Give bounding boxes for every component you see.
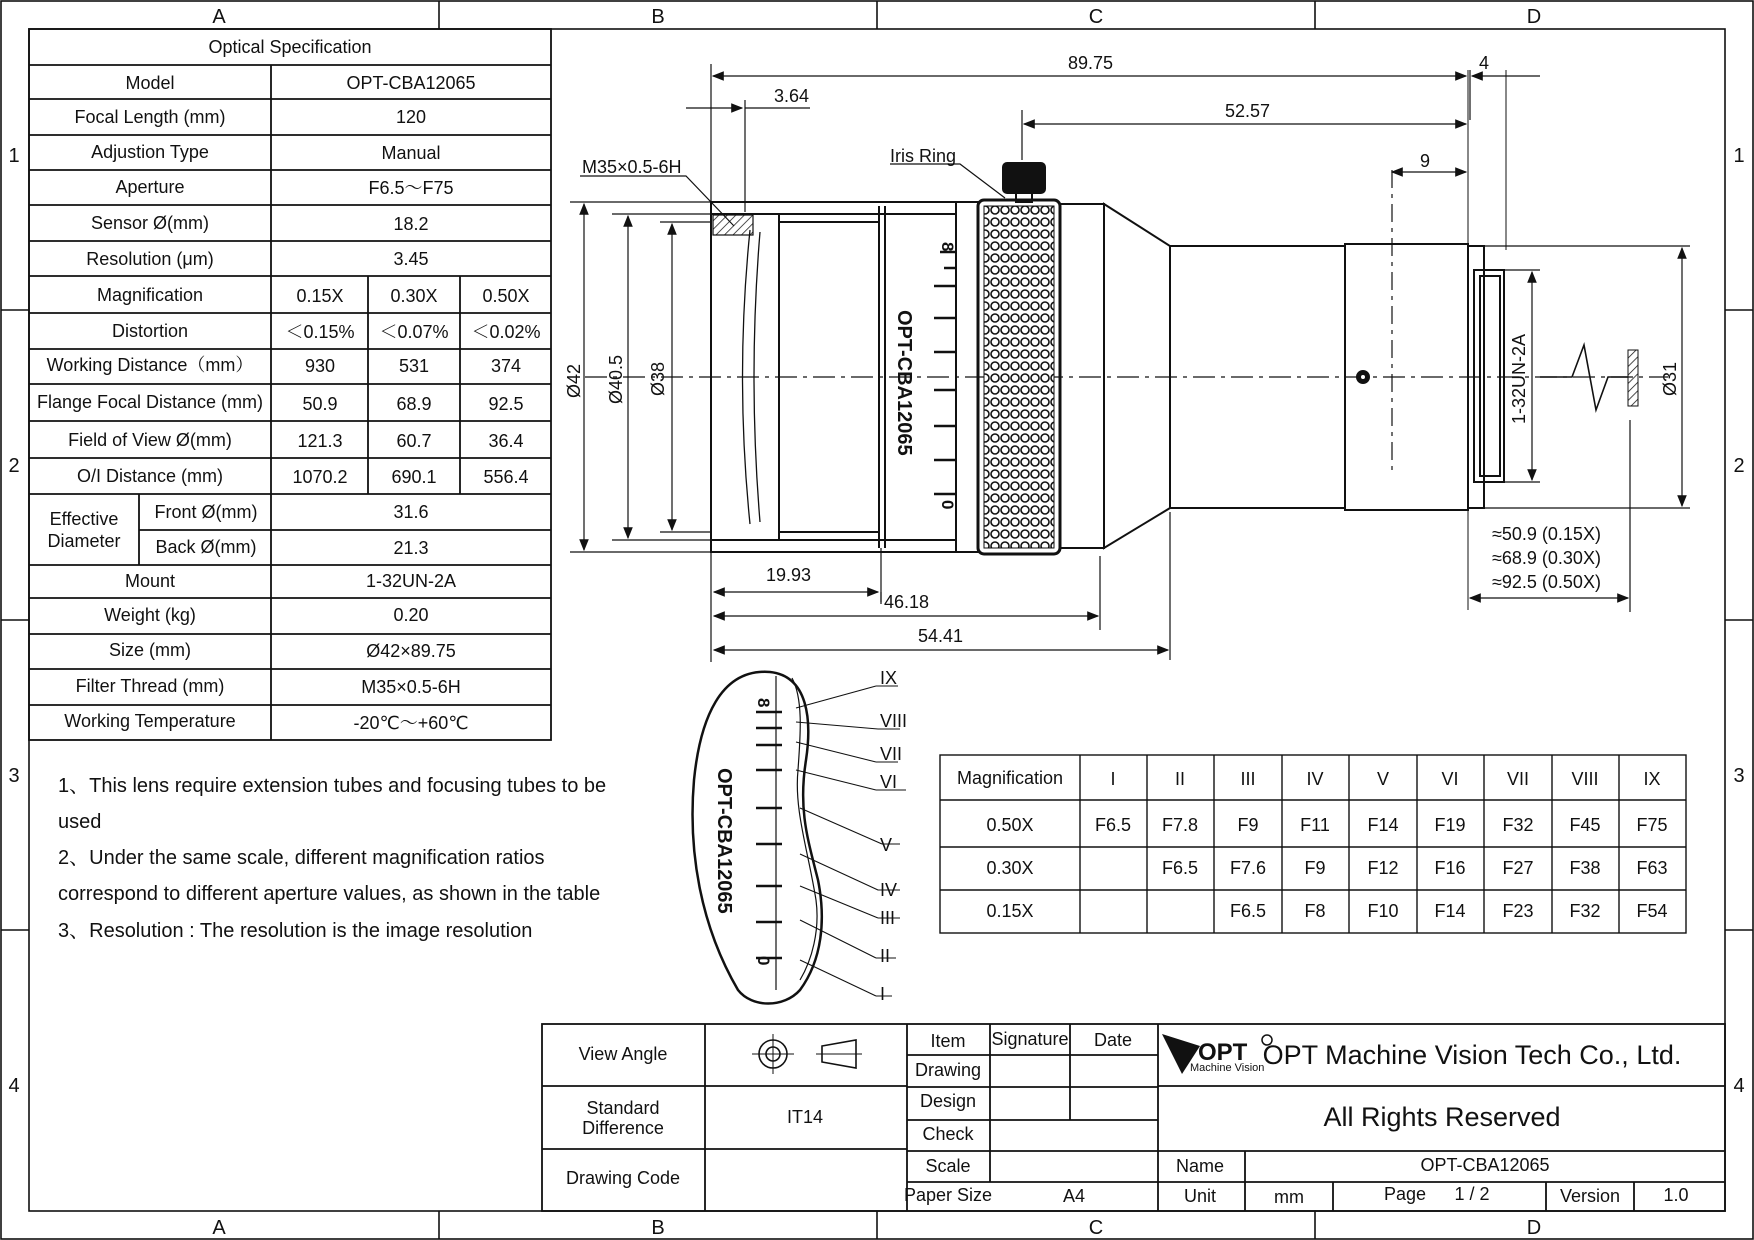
spec-effdia-label-2: Diameter xyxy=(47,531,121,551)
spec-filter-value: M35×0.5-6H xyxy=(361,677,461,697)
row-2-right: 2 xyxy=(1733,455,1745,477)
spec-adjust-label: Adjustion Type xyxy=(91,142,209,162)
row-4-left: 4 xyxy=(8,1075,20,1097)
detail-label-ix: IX xyxy=(880,668,898,688)
scale-label: Scale xyxy=(925,1156,971,1176)
logo-text: OPT xyxy=(1198,1039,1248,1066)
dim-5441: 54.41 xyxy=(918,626,964,646)
ap-r3-c5: F10 xyxy=(1367,901,1399,921)
ap-col-3: III xyxy=(1240,769,1256,789)
ap-header-label: Magnification xyxy=(956,768,1064,788)
ap-r2-c9: F63 xyxy=(1636,858,1668,878)
col-d-bottom: D xyxy=(1526,1217,1542,1239)
note-line-5: 3、Resolution : The resolution is the image resolution xyxy=(58,920,533,942)
ap-r2-c5: F12 xyxy=(1367,858,1399,878)
lens-engraving xyxy=(893,242,957,509)
ap-r2-mag: 0.30X xyxy=(986,858,1034,878)
ap-r2-c4: F9 xyxy=(1304,858,1326,878)
spec-weight-value: 0.20 xyxy=(393,605,429,625)
dim-9: 9 xyxy=(1420,151,1431,171)
row-2-left: 2 xyxy=(8,455,20,477)
ffd-030: ≈68.9 (0.30X) xyxy=(1492,548,1601,568)
spec-effdia-label-1: Effective xyxy=(49,509,119,529)
ap-col-9: IX xyxy=(1643,769,1661,789)
drawing-label: Drawing xyxy=(914,1060,982,1080)
spec-oi-v2: 690.1 xyxy=(391,467,437,487)
spec-sensor-value: 18.2 xyxy=(393,214,429,234)
ap-r3-mag: 0.15X xyxy=(986,901,1034,921)
spec-back-value: 21.3 xyxy=(393,538,429,558)
detail-scale-top: 8 xyxy=(754,698,773,708)
note-line-2: used xyxy=(58,811,102,833)
rights-text: All Rights Reserved xyxy=(1323,1102,1561,1132)
spec-ffd-v3: 92.5 xyxy=(488,394,524,414)
detail-label-iii: III xyxy=(880,908,896,928)
col-a-top: A xyxy=(212,6,226,28)
ap-r3-c8: F32 xyxy=(1569,901,1601,921)
drawing-code-label: Drawing Code xyxy=(565,1168,681,1188)
spec-temp-label: Working Temperature xyxy=(64,711,236,731)
detail-text xyxy=(713,698,773,965)
scale-bottom-number: 0 xyxy=(938,500,957,510)
std-diff-label-2: Difference xyxy=(582,1118,664,1138)
spec-temp-value: -20℃～+60℃ xyxy=(353,713,469,733)
row-3-left: 3 xyxy=(8,765,20,787)
page-label: Page xyxy=(1383,1184,1427,1204)
spec-ffd-label: Flange Focal Distance (mm) xyxy=(36,392,264,412)
spec-sensor-label: Sensor Ø(mm) xyxy=(90,213,210,233)
ap-r1-c9: F75 xyxy=(1636,815,1668,835)
spec-adjust-value: Manual xyxy=(381,143,441,163)
dim-dia31: Ø31 xyxy=(1660,361,1680,396)
company-name: OPT Machine Vision Tech Co., Ltd. xyxy=(1262,1040,1682,1070)
spec-oi-v3: 556.4 xyxy=(483,467,529,487)
col-d-top: D xyxy=(1526,6,1542,28)
detail-label-v: V xyxy=(880,835,893,855)
detail-label-vi: VI xyxy=(880,772,898,792)
detail-label-vii: VII xyxy=(880,744,903,764)
spec-model-label: Model xyxy=(125,73,175,93)
spec-wd-v1: 930 xyxy=(304,356,336,376)
spec-model-value: OPT-CBA12065 xyxy=(346,73,476,93)
paper-size-label: Paper Size xyxy=(903,1185,993,1205)
dim-364: 3.64 xyxy=(774,86,810,106)
ap-r1-c5: F14 xyxy=(1367,815,1399,835)
row-4-right: 4 xyxy=(1733,1075,1745,1097)
lens-engraving-text: OPT-CBA12065 xyxy=(893,310,915,456)
spec-wd-v2: 531 xyxy=(398,356,430,376)
ap-r2-c7: F27 xyxy=(1502,858,1534,878)
spec-back-label: Back Ø(mm) xyxy=(155,537,257,557)
ap-r1-c1: F6.5 xyxy=(1094,815,1132,835)
col-b-bottom: B xyxy=(651,1217,665,1239)
design-label: Design xyxy=(919,1091,977,1111)
detail-engraving: OPT-CBA12065 xyxy=(713,768,735,914)
version-value: 1.0 xyxy=(1663,1185,1689,1205)
spec-fov-v1: 121.3 xyxy=(297,431,343,451)
spec-ffd-v1: 50.9 xyxy=(302,394,338,414)
spec-distortion-v1: ＜0.15% xyxy=(285,322,355,342)
detail-label-ii: II xyxy=(880,946,891,966)
optical-spec-text xyxy=(37,37,541,733)
dimension-text xyxy=(564,53,1680,646)
col-c-bottom: C xyxy=(1088,1217,1104,1239)
thread-callout: M35×0.5-6H xyxy=(582,157,682,177)
spec-wd-label: Working Distance（mm） xyxy=(46,355,254,375)
spec-front-label: Front Ø(mm) xyxy=(154,502,258,522)
page-value: 1 / 2 xyxy=(1454,1184,1490,1204)
spec-distortion-v3: ＜0.02% xyxy=(471,322,541,342)
name-value: OPT-CBA12065 xyxy=(1420,1155,1550,1175)
spec-fov-label: Field of View Ø(mm) xyxy=(68,430,232,450)
spec-title: Optical Specification xyxy=(208,37,372,57)
spec-fov-v2: 60.7 xyxy=(396,431,432,451)
iris-ring-callout: Iris Ring xyxy=(890,146,957,166)
lens-scale-ticks xyxy=(934,252,956,494)
notes xyxy=(58,775,606,942)
spec-mag-v3: 0.50X xyxy=(482,286,530,306)
note-line-4: correspond to different aperture values, as shown in the table xyxy=(58,883,601,905)
ap-col-4: IV xyxy=(1306,769,1324,789)
spec-wd-v3: 374 xyxy=(490,356,522,376)
ap-r2-c3: F7.6 xyxy=(1229,858,1267,878)
ap-col-2: II xyxy=(1174,769,1186,789)
spec-focal-value: 120 xyxy=(395,107,427,127)
spec-resolution-value: 3.45 xyxy=(393,249,429,269)
std-diff-label-1: Standard xyxy=(586,1098,660,1118)
std-diff-value: IT14 xyxy=(786,1107,824,1127)
spec-mount-value: 1-32UN-2A xyxy=(365,571,457,591)
ap-r1-c2: F7.8 xyxy=(1161,815,1199,835)
spec-focal-label: Focal Length (mm) xyxy=(74,107,226,127)
spec-distortion-label: Distortion xyxy=(111,321,189,341)
ap-r3-c6: F14 xyxy=(1434,901,1466,921)
optical-spec-table xyxy=(29,29,551,740)
ap-r1-c7: F32 xyxy=(1502,815,1534,835)
mount-callout: 1-32UN-2A xyxy=(1509,333,1529,424)
ap-r2-c8: F38 xyxy=(1569,858,1601,878)
detail-scale-bottom: 0 xyxy=(754,956,773,966)
logo-subtext: Machine Vision xyxy=(1190,1062,1265,1074)
spec-mag-v2: 0.30X xyxy=(390,286,438,306)
ap-r1-mag: 0.50X xyxy=(986,815,1034,835)
spec-filter-label: Filter Thread (mm) xyxy=(75,676,225,696)
detail-label-iv: IV xyxy=(880,880,898,900)
spec-oi-v1: 1070.2 xyxy=(292,467,348,487)
item-label: Item xyxy=(930,1031,966,1051)
unit-value: mm xyxy=(1274,1187,1304,1207)
detail-label-i: I xyxy=(880,984,886,1004)
signature-label: Signature xyxy=(991,1029,1069,1049)
ap-r3-c4: F8 xyxy=(1304,901,1326,921)
note-line-3: 2、Under the same scale, different magnification ratios xyxy=(58,847,545,869)
unit-label: Unit xyxy=(1183,1186,1217,1206)
spec-ffd-v2: 68.9 xyxy=(396,394,432,414)
spec-oi-label: O/I Distance (mm) xyxy=(76,466,224,486)
ap-col-8: VIII xyxy=(1571,769,1599,789)
scale-top-number: 8 xyxy=(938,242,957,252)
spec-mount-label: Mount xyxy=(124,571,176,591)
dim-1993: 19.93 xyxy=(766,565,812,585)
spec-resolution-label: Resolution (μm) xyxy=(86,249,214,269)
ap-r3-c9: F54 xyxy=(1636,901,1668,921)
spec-front-value: 31.6 xyxy=(393,502,429,522)
spec-size-value: Ø42×89.75 xyxy=(366,641,456,661)
dim-4618: 46.18 xyxy=(884,592,930,612)
spec-aperture-value: F6.5～F75 xyxy=(368,178,454,198)
ap-col-5: V xyxy=(1376,769,1390,789)
row-3-right: 3 xyxy=(1733,765,1745,787)
ffd-050: ≈92.5 (0.50X) xyxy=(1492,572,1601,592)
ap-r2-c6: F16 xyxy=(1434,858,1466,878)
projection-symbol-icon xyxy=(752,1034,862,1074)
view-angle-label: View Angle xyxy=(578,1044,668,1064)
spec-size-label: Size (mm) xyxy=(109,640,191,660)
dim-4: 4 xyxy=(1479,53,1490,73)
spec-weight-label: Weight (kg) xyxy=(104,605,196,625)
ap-r2-c2: F6.5 xyxy=(1161,858,1199,878)
ap-r3-c3: F6.5 xyxy=(1229,901,1267,921)
ffd-015: ≈50.9 (0.15X) xyxy=(1492,524,1601,544)
detail-labels xyxy=(880,668,907,1004)
ap-r3-c7: F23 xyxy=(1502,901,1534,921)
opt-logo xyxy=(1162,1034,1272,1074)
dim-5257: 52.57 xyxy=(1225,101,1271,121)
detail-label-viii: VIII xyxy=(880,711,908,731)
dim-dia38: Ø38 xyxy=(648,361,668,396)
spec-mag-label: Magnification xyxy=(96,285,204,305)
col-b-top: B xyxy=(651,6,665,28)
ap-r1-c4: F11 xyxy=(1300,815,1330,835)
ap-r1-c3: F9 xyxy=(1237,815,1259,835)
paper-size-value: A4 xyxy=(1062,1186,1086,1206)
version-label: Version xyxy=(1559,1186,1621,1206)
col-a-bottom: A xyxy=(212,1217,226,1239)
ap-col-7: VII xyxy=(1506,769,1530,789)
aperture-table-text xyxy=(957,768,1668,921)
row-1-left: 1 xyxy=(8,145,20,167)
check-label: Check xyxy=(922,1124,974,1144)
dim-dia42: Ø42 xyxy=(564,363,584,398)
dim-dia405: Ø40.5 xyxy=(606,354,626,404)
col-c-top: C xyxy=(1088,6,1104,28)
ap-col-1: I xyxy=(1110,769,1116,789)
note-line-1: 1、This lens require extension tubes and focusing tubes to be xyxy=(58,775,607,797)
spec-distortion-v2: ＜0.07% xyxy=(379,322,449,342)
spec-mag-v1: 0.15X xyxy=(296,286,344,306)
name-label: Name xyxy=(1175,1156,1225,1176)
ap-r1-c6: F19 xyxy=(1434,815,1466,835)
spec-aperture-label: Aperture xyxy=(115,177,185,197)
row-1-right: 1 xyxy=(1733,145,1745,167)
spec-fov-v3: 36.4 xyxy=(488,431,524,451)
ap-r1-c8: F45 xyxy=(1569,815,1601,835)
ap-col-6: VI xyxy=(1441,769,1459,789)
dim-overall: 89.75 xyxy=(1068,53,1114,73)
date-label: Date xyxy=(1093,1030,1133,1050)
